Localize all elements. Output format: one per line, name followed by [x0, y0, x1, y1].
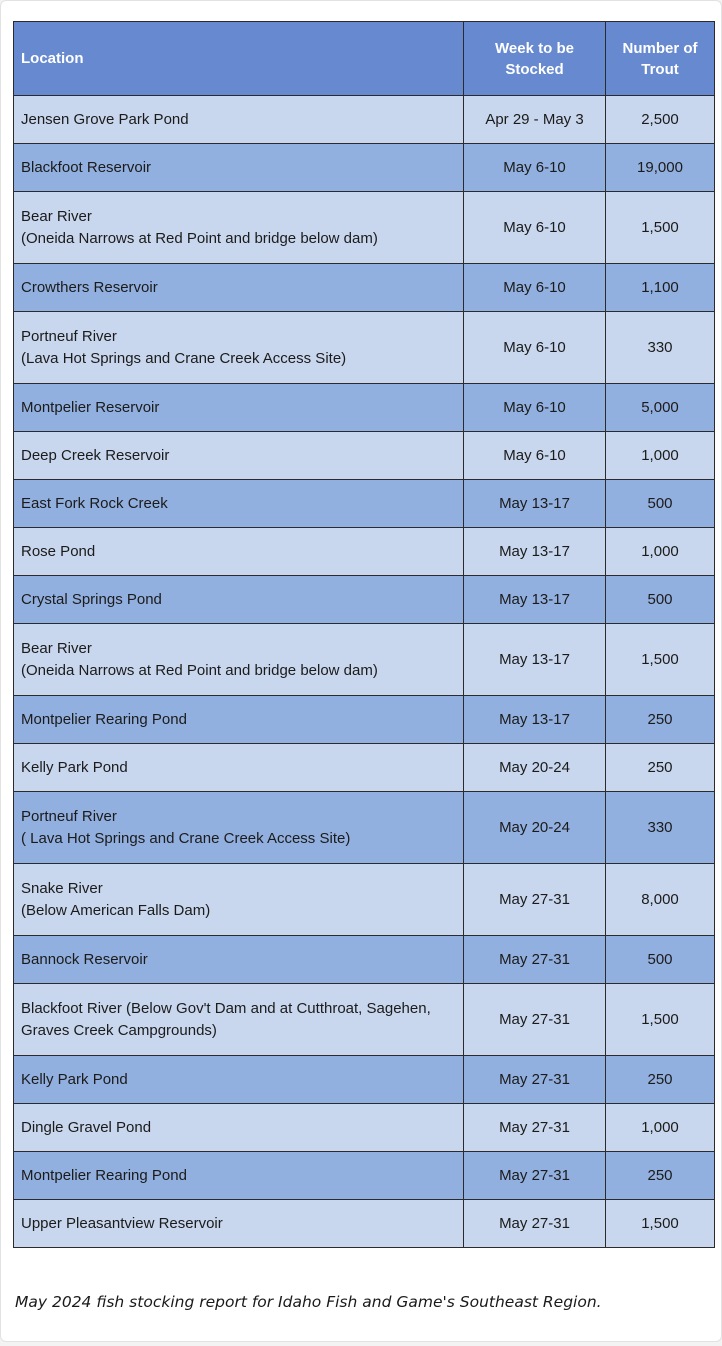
- location-name: Crystal Springs Pond: [21, 590, 162, 608]
- location-cell: [14, 96, 464, 144]
- location-cell: [14, 432, 464, 480]
- trout-count-cell: 1,500: [606, 1200, 715, 1248]
- location-cell: [14, 984, 464, 1056]
- location-name: East Fork Rock Creek: [21, 494, 168, 512]
- trout-count-cell: 250: [606, 744, 715, 792]
- trout-count-cell: 1,500: [606, 192, 715, 264]
- trout-count-cell: 1,000: [606, 432, 715, 480]
- location-detail: (Oneida Narrows at Red Point and bridge below dam): [21, 229, 378, 247]
- table-row: [14, 936, 715, 984]
- week-cell: May 6-10: [464, 432, 606, 480]
- trout-count-cell: 500: [606, 480, 715, 528]
- location-name: Bear River: [21, 207, 92, 225]
- table-row: [14, 312, 715, 384]
- table-row: [14, 1056, 715, 1104]
- stocking-table: [13, 21, 715, 1248]
- location-cell: [14, 576, 464, 624]
- location-detail: Graves Creek Campgrounds): [21, 1021, 217, 1039]
- location-cell: [14, 624, 464, 696]
- table-row: [14, 792, 715, 864]
- location-cell: [14, 1104, 464, 1152]
- trout-count-cell: 250: [606, 1152, 715, 1200]
- location-name: Dingle Gravel Pond: [21, 1118, 152, 1136]
- location-cell: [14, 192, 464, 264]
- location-cell: [14, 528, 464, 576]
- figure-caption: May 2024 fish stocking report for Idaho Fish and Game's Southeast Region.: [15, 1293, 602, 1311]
- location-name: Montpelier Rearing Pond: [21, 710, 187, 728]
- location-detail: ( Lava Hot Springs and Crane Creek Access Site): [21, 829, 351, 847]
- location-cell: [14, 696, 464, 744]
- table-row: [14, 1152, 715, 1200]
- week-cell: May 13-17: [464, 576, 606, 624]
- location-cell: [14, 480, 464, 528]
- location-cell: [14, 1056, 464, 1104]
- location-name: Bannock Reservoir: [21, 950, 148, 968]
- table-row: [14, 192, 715, 264]
- trout-count-cell: 330: [606, 792, 715, 864]
- table-row: [14, 1200, 715, 1248]
- table-row: [14, 264, 715, 312]
- week-cell: May 20-24: [464, 792, 606, 864]
- trout-count-cell: 5,000: [606, 384, 715, 432]
- trout-count-cell: 8,000: [606, 864, 715, 936]
- location-name: Montpelier Rearing Pond: [21, 1166, 187, 1184]
- header-week: Week to be Stocked: [464, 22, 606, 96]
- location-cell: [14, 792, 464, 864]
- location-cell: [14, 312, 464, 384]
- week-cell: May 6-10: [464, 264, 606, 312]
- trout-count-cell: 19,000: [606, 144, 715, 192]
- location-name: Rose Pond: [21, 542, 96, 560]
- location-cell: [14, 936, 464, 984]
- header-location: Location: [14, 22, 464, 96]
- week-cell: May 27-31: [464, 1200, 606, 1248]
- week-cell: May 27-31: [464, 984, 606, 1056]
- week-cell: May 13-17: [464, 528, 606, 576]
- week-cell: May 6-10: [464, 144, 606, 192]
- trout-count-cell: 1,000: [606, 1104, 715, 1152]
- trout-count-cell: 500: [606, 936, 715, 984]
- location-cell: [14, 384, 464, 432]
- table-row: [14, 984, 715, 1056]
- week-cell: May 27-31: [464, 1104, 606, 1152]
- location-cell: [14, 1152, 464, 1200]
- location-name: Upper Pleasantview Reservoir: [21, 1214, 223, 1232]
- week-cell: May 6-10: [464, 384, 606, 432]
- location-detail: (Oneida Narrows at Red Point and bridge below dam): [21, 661, 378, 679]
- location-name: Snake River: [21, 879, 103, 897]
- week-cell: May 20-24: [464, 744, 606, 792]
- location-name: Bear River: [21, 639, 92, 657]
- location-name: Crowthers Reservoir: [21, 278, 158, 296]
- table-row: [14, 1104, 715, 1152]
- table-row: [14, 624, 715, 696]
- table-row: [14, 432, 715, 480]
- trout-count-cell: 1,500: [606, 624, 715, 696]
- location-name: Kelly Park Pond: [21, 1070, 128, 1088]
- table-row: [14, 384, 715, 432]
- location-name: Montpelier Reservoir: [21, 398, 160, 416]
- location-name: Kelly Park Pond: [21, 758, 128, 776]
- location-cell: [14, 144, 464, 192]
- location-detail: (Below American Falls Dam): [21, 901, 211, 919]
- trout-count-cell: 250: [606, 696, 715, 744]
- week-cell: May 13-17: [464, 480, 606, 528]
- week-cell: Apr 29 - May 3: [464, 96, 606, 144]
- week-cell: May 27-31: [464, 936, 606, 984]
- location-name: Jensen Grove Park Pond: [21, 110, 189, 128]
- location-detail: (Lava Hot Springs and Crane Creek Access Site): [21, 349, 347, 367]
- table-row: [14, 576, 715, 624]
- trout-count-cell: 250: [606, 1056, 715, 1104]
- table-row: [14, 528, 715, 576]
- table-row: [14, 696, 715, 744]
- week-cell: May 6-10: [464, 192, 606, 264]
- table-row: [14, 480, 715, 528]
- week-cell: May 13-17: [464, 696, 606, 744]
- header-trout: Number of Trout: [606, 22, 715, 96]
- table-row: [14, 144, 715, 192]
- table-header-row: [14, 22, 715, 96]
- location-name: Portneuf River: [21, 327, 117, 345]
- week-cell: May 27-31: [464, 1152, 606, 1200]
- week-cell: May 27-31: [464, 864, 606, 936]
- location-name: Blackfoot Reservoir: [21, 158, 152, 176]
- table-row: [14, 744, 715, 792]
- trout-count-cell: 1,000: [606, 528, 715, 576]
- location-name: Blackfoot River (Below Gov't Dam and at Cutthroat, Sagehen,: [21, 999, 431, 1017]
- week-cell: May 6-10: [464, 312, 606, 384]
- trout-count-cell: 500: [606, 576, 715, 624]
- trout-count-cell: 330: [606, 312, 715, 384]
- location-cell: [14, 744, 464, 792]
- table-row: [14, 864, 715, 936]
- table-body: [14, 96, 715, 1248]
- week-cell: May 13-17: [464, 624, 606, 696]
- location-cell: [14, 1200, 464, 1248]
- location-name: Deep Creek Reservoir: [21, 446, 170, 464]
- trout-count-cell: 1,100: [606, 264, 715, 312]
- location-cell: [14, 864, 464, 936]
- trout-count-cell: 2,500: [606, 96, 715, 144]
- table-row: [14, 96, 715, 144]
- week-cell: May 27-31: [464, 1056, 606, 1104]
- trout-count-cell: 1,500: [606, 984, 715, 1056]
- location-cell: [14, 264, 464, 312]
- location-name: Portneuf River: [21, 807, 117, 825]
